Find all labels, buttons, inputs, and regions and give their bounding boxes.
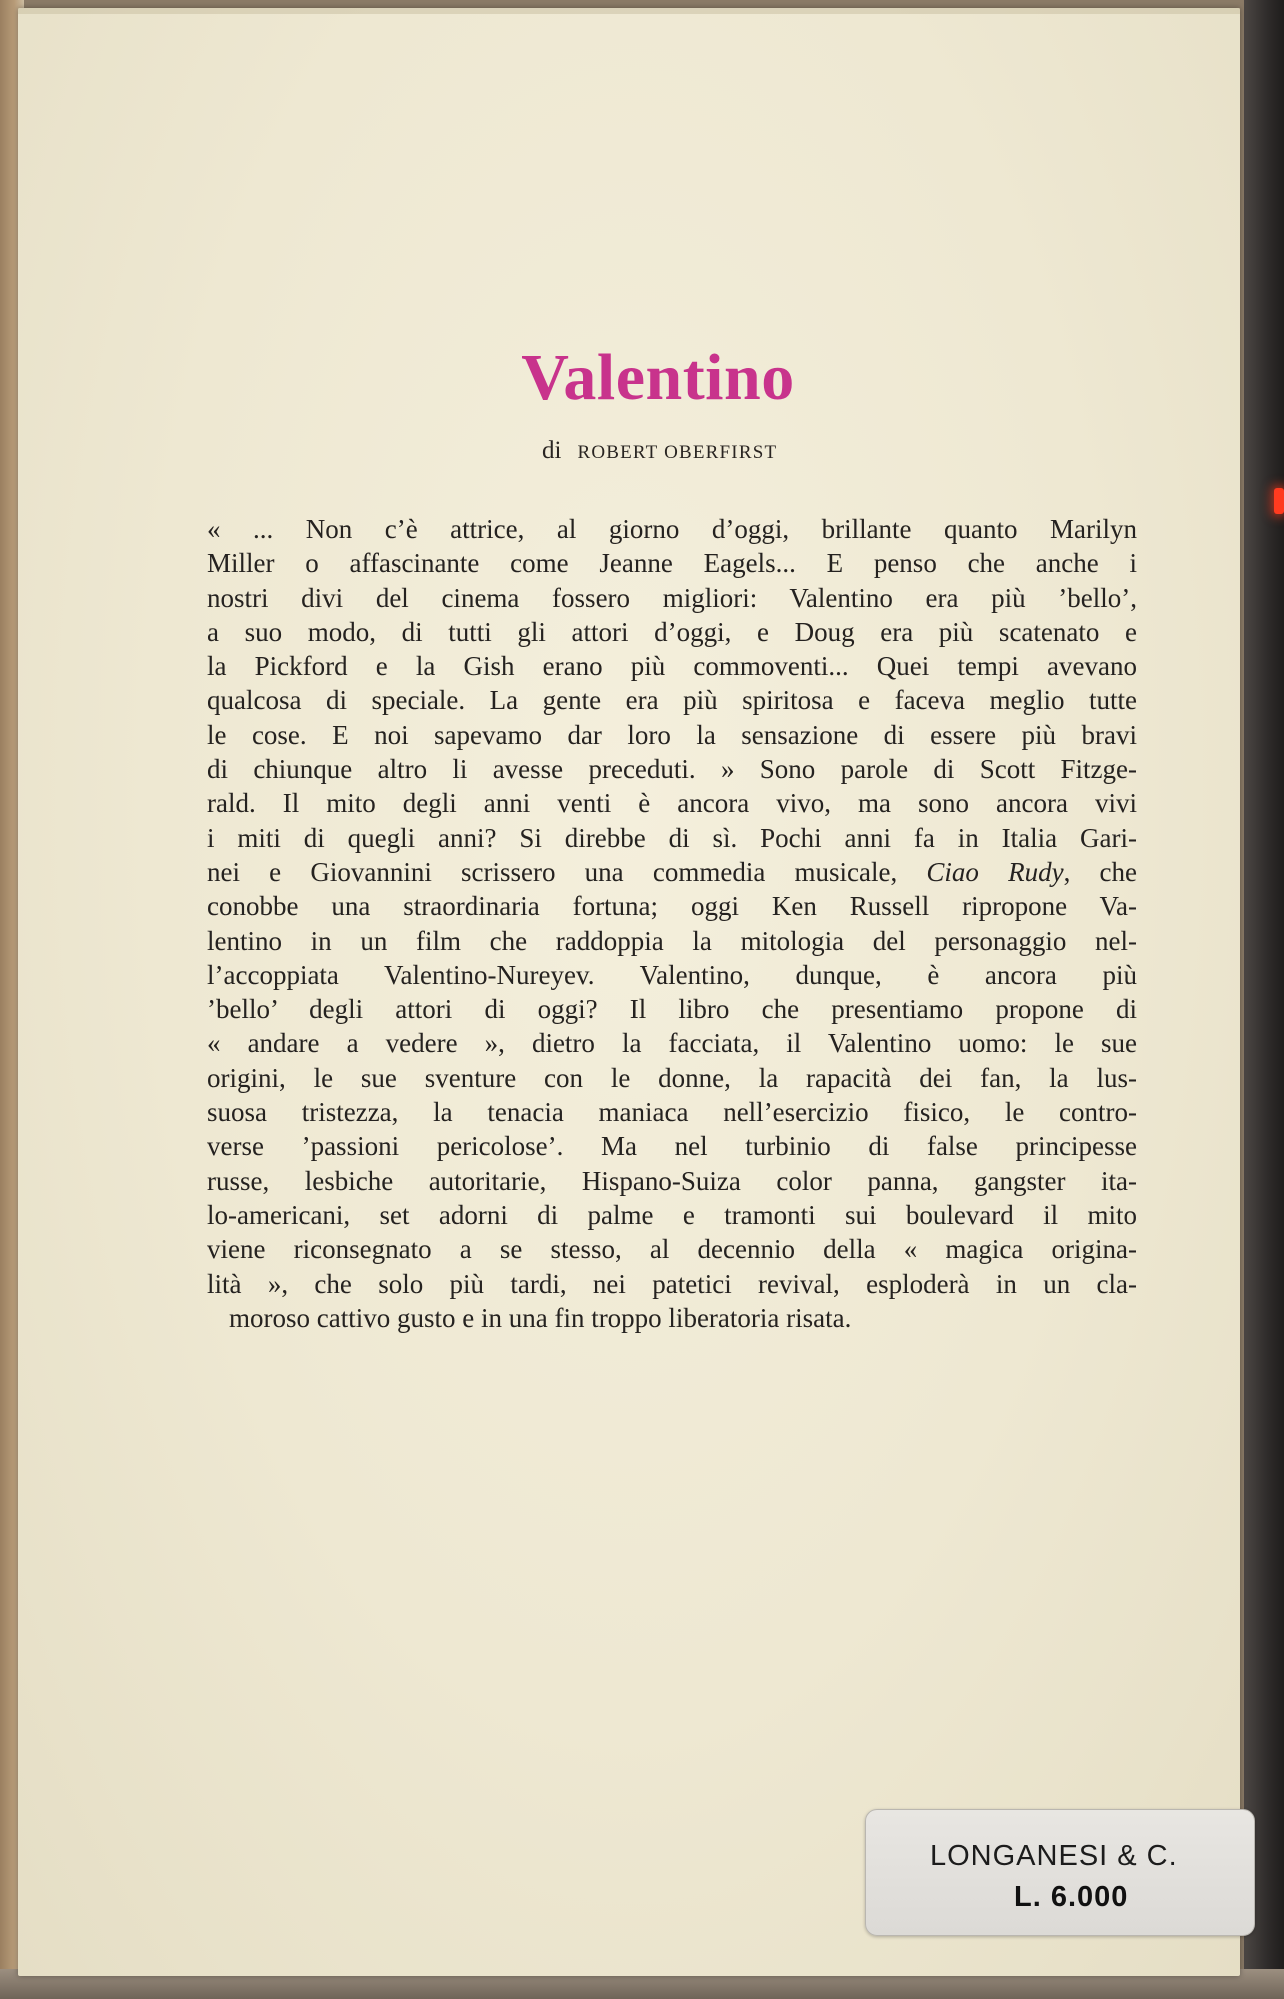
blurb-line: moroso cattivo gusto e in una fin troppo liberatoria risata. — [229, 1302, 852, 1333]
blurb-line: i miti di quegli anni? Si direbbe di sì. Pochi anni fa in Italia Gari- — [207, 822, 1137, 853]
blurb-line: rald. Il mito degli anni venti è ancora vivo, ma sono ancora vivi — [207, 788, 1137, 819]
blurb-line: suosa tristezza, la tenacia maniaca nell’esercizio fisico, le contro- — [207, 1097, 1137, 1128]
blurb-line: nostri divi del cinema fossero migliori: Valentino era più ’bello’, — [207, 582, 1137, 613]
blurb-line: lo-americani, set adorni di palme e tramonti sui boulevard il mito — [207, 1199, 1137, 1230]
blurb-line — [207, 855, 1137, 889]
blurb-line: russe, lesbiche autoritarie, Hispano-Suiza color panna, gangster ita- — [207, 1165, 1137, 1196]
byline — [542, 437, 777, 465]
blurb-line: le cose. E noi sapevamo dar loro la sensazione di essere più bravi — [207, 719, 1137, 750]
italic-title: Ciao Rudy — [926, 856, 1064, 887]
blurb-line: Miller o affascinante come Jeanne Eagels... E penso che anche i — [207, 548, 1137, 579]
author-name: ROBERT OBERFIRST — [577, 442, 778, 463]
blurb-line: ’bello’ degli attori di oggi? Il libro che presentiamo propone di — [207, 994, 1137, 1025]
cover-top-edge — [18, 8, 1240, 14]
blurb-line: lentino in un film che raddoppia la mitologia del personaggio nel- — [207, 925, 1137, 956]
price-label: L. 6.000 — [1014, 1881, 1129, 1913]
red-indicator-light — [1274, 488, 1284, 514]
blurb-line: lità », che solo più tardi, nei patetici revival, esploderà in un cla- — [207, 1268, 1137, 1299]
byline-prefix: di — [542, 437, 562, 464]
book-title: Valentino — [521, 341, 795, 414]
backdrop-right — [1244, 0, 1284, 1999]
blurb-line: verse ’passioni pericolose’. Ma nel turbinio di false principesse — [207, 1131, 1137, 1162]
blurb-line: « andare a vedere », dietro la facciata, il Valentino uomo: le sue — [207, 1028, 1137, 1059]
blurb-line: conobbe una straordinaria fortuna; oggi Ken Russell ripropone Va- — [207, 891, 1137, 922]
blurb-line: l’accoppiata Valentino-Nureyev. Valentino, dunque, è ancora più — [207, 959, 1137, 990]
blurb-line: origini, le sue sventure con le donne, la rapacità dei fan, la lus- — [207, 1062, 1137, 1093]
price-sticker — [865, 1809, 1255, 1936]
blurb-text — [207, 512, 1137, 1335]
publisher-name: LONGANESI & C. — [930, 1840, 1178, 1872]
blurb-line: la Pickford e la Gish erano più commoventi... Quei tempi avevano — [207, 651, 1137, 682]
blurb-line: di chiunque altro li avesse preceduti. » Sono parole di Scott Fitzge- — [207, 754, 1137, 785]
blurb-line-end: , che — [1063, 856, 1137, 887]
blurb-line: a suo modo, di tutti gli attori d’oggi, e Doug era più scatenato e — [207, 616, 1137, 647]
blurb-line-start: nei e Giovannini scrissero una commedia musicale, — [207, 856, 898, 887]
blurb-line: « ... Non c’è attrice, al giorno d’oggi, brillante quanto Marilyn — [207, 514, 1137, 544]
blurb-line: viene riconsegnato a se stesso, al decennio della « magica origina- — [207, 1234, 1137, 1265]
blurb-line: qualcosa di speciale. La gente era più spiritosa e faceva meglio tutte — [207, 685, 1137, 716]
